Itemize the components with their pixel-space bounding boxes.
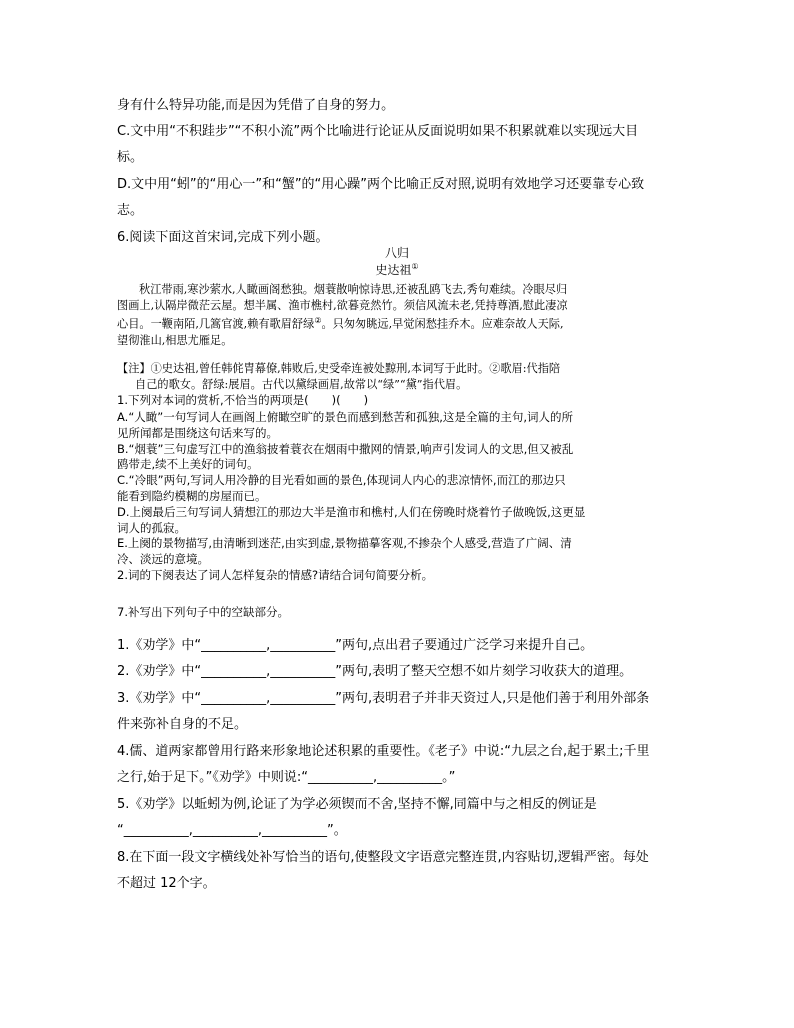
option-c: C.“冷眼”两句,写词人用冷静的目光看如画的景色,体现词人内心的悲凉情怀,而江的那边只 能看到隐约模糊的房屋而已。 [117,473,566,503]
option-d-line2: 志。 [117,203,144,218]
poem-author [0,261,794,278]
q7-item: 3.《劝学》中“__________,__________”两句,表明君子并非天资过人,只是他们善于利用外部条 [117,691,650,706]
poem-body [117,282,682,348]
question-8-line2: 不超过 12个字。 [117,876,216,891]
q7-item: “__________,__________,__________”。 [117,823,347,838]
poem-line: 图画上,认隔岸微茫云屋。想半属、渔市樵村,欲暮竞然竹。须信风流未老,凭持尊酒,慰此凄凉 [117,298,568,312]
question-8-line1: 8.在下面一段文字横线处补写恰当的语句,使整段文字语意完整连贯,内容贴切,逻辑严密。每处 [117,850,649,865]
note-line: 【注】①史达祖,曾任韩侂胄幕僚,韩败后,史受牵连被处黥刑,本词写于此时。②歌眉:代指陪 [117,362,561,375]
song-note-mark: ② [314,316,322,326]
option-d-line1: D.文中用“蚓”的“用心一”和“蟹”的“用心躁”两个比喻正反对照,说明有效地学习还要靠专心致 [117,177,645,192]
q7-item: 1.《劝学》中“__________,__________”两句,点出君子要通过广泛学习来提升自己。 [117,638,594,653]
question-7-prompt: 7.补写出下列句子中的空缺部分。 [117,605,289,619]
q7-item: 之行,始于足下。”《劝学》中则说:“__________,__________。” [117,770,456,785]
poem-line: 秋江带雨,寒沙萦水,人瞰画阁愁独。烟蓑散响惊诗思,还被乱鸥飞去,秀句难续。冷眼尽归 [139,283,568,296]
poem-line: 望彻淮山,相思尤雁足。 [117,333,233,347]
q7-item: 2.《劝学》中“__________,__________”两句,表明了整天空想不如片刻学习收获大的道理。 [117,664,633,679]
option-c-line1: C.文中用“不积跬步”“不积小流”两个比喻进行论证从反面说明如果不积累就难以实现远大目 [117,124,639,139]
q7-item: 4.儒、道两家都曾用行路来形象地论述积累的重要性。《老子》中说:“九层之台,起于累土;千里 [117,744,650,759]
option-e: E.上阕的景物描写,由清晰到迷茫,由实到虚,景物描摹客观,不掺杂个人感受,营造了广阔、清 冷、淡远的意境。 [117,536,572,567]
subquestion-2-prompt: 2.词的下阕表达了词人怎样复杂的情感?请结合词句简要分析。 [117,567,434,582]
poem-author-name: 史达祖 [375,263,412,277]
q7-item: 件来弥补自身的不足。 [117,717,248,732]
author-note-mark: ① [411,262,419,271]
q7-item: 5.《劝学》以蚯蚓为例,论证了为学必须锲而不舍,坚持不懈,同篇中与之相反的例证是 [117,797,597,812]
option-d: D.上阕最后三句写词人猜想江的那边大半是渔市和樵村,人们在傍晚时烧着竹子做晚饭,这更显 词人的孤寂。 [117,504,586,535]
subquestion-1-prompt: 1.下列对本词的赏析,不恰当的两项是( )( ) [117,393,369,407]
poem-notes [117,361,682,392]
option-a: A.“人瞰”一句写词人在画阁上俯瞰空旷的景色而感到愁苦和孤独,这是全篇的主句,词人的所 见所闻都是围绕这句话来写的。 [117,410,574,440]
poem-title: 八归 [384,246,409,260]
option-b: B.“烟蓑”三句虚写江中的渔翁披着蓑衣在烟雨中撒网的情景,响声引发词人的文思,但又被乱 鸥带走,续不上美好的词句。 [117,441,574,472]
poem-line: 心目。一鞭南陌,几篙官渡,赖有歌眉舒绿②。只匆匆眺远,早觉闲愁挂乔木。应难奈故人天际, [117,316,564,331]
question-6-prompt: 6.阅读下面这首宋词,完成下列小题。 [117,230,329,245]
option-b-tail: 身有什么特异功能,而是因为凭借了自身的努力。 [117,98,395,113]
option-c-line2: 标。 [117,150,144,165]
options-list [117,410,685,584]
note-line: 自己的歌女。舒绿:展眉。古代以黛绿画眉,故常以“绿”“黛”指代眉。 [135,377,468,391]
